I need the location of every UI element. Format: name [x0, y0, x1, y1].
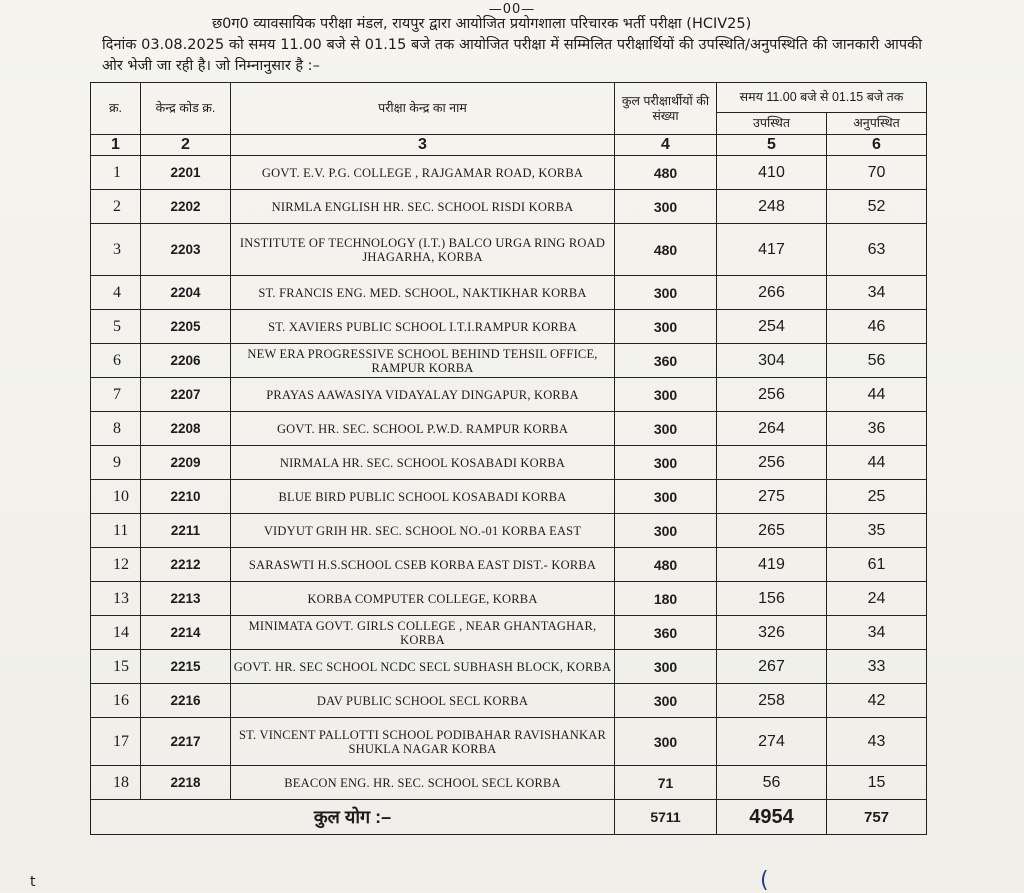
row-center-code: 2207	[141, 378, 231, 412]
row-center-code: 2209	[141, 446, 231, 480]
row-sno: 1	[91, 156, 141, 190]
table-row	[91, 582, 927, 616]
row-present: 326	[717, 616, 827, 650]
row-center-name: NEW ERA PROGRESSIVE SCHOOL BEHIND TEHSIL OFFICE, RAMPUR KORBA	[231, 344, 615, 378]
intro-line-1: छ0ग0 व्यावसायिक परीक्षा मंडल, रायपुर द्वारा आयोजित प्रयोगशाला परिचारक भर्ती परीक्षा (HCIV25)	[212, 16, 752, 32]
row-present: 275	[717, 480, 827, 514]
row-total: 300	[615, 480, 717, 514]
row-center-name: NIRMLA ENGLISH HR. SEC. SCHOOL RISDI KORBA	[231, 190, 615, 224]
row-absent: 33	[827, 650, 927, 684]
row-center-name: NIRMALA HR. SEC. SCHOOL KOSABADI KORBA	[231, 446, 615, 480]
row-absent: 63	[827, 224, 927, 276]
row-present: 258	[717, 684, 827, 718]
signature-stroke: (	[760, 868, 769, 893]
summary-present: 4954	[717, 800, 827, 835]
table-row	[91, 224, 927, 276]
row-center-code: 2206	[141, 344, 231, 378]
summary-label: कुल योग :–	[91, 800, 615, 835]
table-row	[91, 276, 927, 310]
row-center-name: ST. VINCENT PALLOTTI SCHOOL PODIBAHAR RAVISHANKAR SHUKLA NAGAR KORBA	[231, 718, 615, 766]
row-present: 248	[717, 190, 827, 224]
header-center-name: परीक्षा केन्द्र का नाम	[231, 83, 615, 135]
intro-line-2: दिनांक 03.08.2025 को समय 11.00 बजे से 01.15 बजे तक आयोजित परीक्षा में सम्मिलित परीक्षार्थियों की उपस्थिति/अनुपस्थिति की जानकारी आपकी ओर भेजी जा रही है। जो निम्नानुसार है :–	[102, 37, 922, 74]
row-absent: 42	[827, 684, 927, 718]
row-absent: 52	[827, 190, 927, 224]
row-total: 480	[615, 548, 717, 582]
row-center-code: 2216	[141, 684, 231, 718]
table-row	[91, 514, 927, 548]
header-present: उपस्थित	[717, 113, 827, 135]
row-absent: 36	[827, 412, 927, 446]
row-total: 180	[615, 582, 717, 616]
row-present: 417	[717, 224, 827, 276]
header-code: केन्द्र कोड क्र.	[141, 83, 231, 135]
summary-absent: 757	[827, 800, 927, 835]
row-center-name: MINIMATA GOVT. GIRLS COLLEGE , NEAR GHANTAGHAR, KORBA	[231, 616, 615, 650]
col-number: 4	[615, 135, 717, 156]
row-present: 264	[717, 412, 827, 446]
row-present: 304	[717, 344, 827, 378]
table-row	[91, 718, 927, 766]
row-present: 256	[717, 378, 827, 412]
row-present: 254	[717, 310, 827, 344]
row-absent: 25	[827, 480, 927, 514]
row-total: 300	[615, 276, 717, 310]
row-total: 300	[615, 412, 717, 446]
row-sno: 2	[91, 190, 141, 224]
row-total: 300	[615, 650, 717, 684]
row-absent: 15	[827, 766, 927, 800]
table-row	[91, 766, 927, 800]
row-present: 266	[717, 276, 827, 310]
row-center-code: 2212	[141, 548, 231, 582]
table-row	[91, 548, 927, 582]
row-center-code: 2201	[141, 156, 231, 190]
row-total: 360	[615, 344, 717, 378]
row-sno: 6	[91, 344, 141, 378]
table-row	[91, 344, 927, 378]
row-center-code: 2214	[141, 616, 231, 650]
row-center-name: ST. XAVIERS PUBLIC SCHOOL I.T.I.RAMPUR KORBA	[231, 310, 615, 344]
column-number-row	[91, 135, 927, 156]
summary-row	[91, 800, 927, 835]
row-sno: 7	[91, 378, 141, 412]
table-row	[91, 412, 927, 446]
col-number: 1	[91, 135, 141, 156]
row-total: 300	[615, 718, 717, 766]
col-number: 5	[717, 135, 827, 156]
row-present: 156	[717, 582, 827, 616]
row-center-code: 2213	[141, 582, 231, 616]
margin-mark: t	[30, 874, 36, 890]
row-sno: 8	[91, 412, 141, 446]
table-row	[91, 156, 927, 190]
header-sno: क्र.	[91, 83, 141, 135]
row-center-code: 2202	[141, 190, 231, 224]
row-center-code: 2205	[141, 310, 231, 344]
row-total: 480	[615, 156, 717, 190]
row-absent: 70	[827, 156, 927, 190]
row-center-code: 2217	[141, 718, 231, 766]
row-sno: 18	[91, 766, 141, 800]
row-center-name: KORBA COMPUTER COLLEGE, KORBA	[231, 582, 615, 616]
table-row	[91, 446, 927, 480]
header-time: समय 11.00 बजे से 01.15 बजे तक	[717, 83, 927, 113]
row-center-name: BEACON ENG. HR. SEC. SCHOOL SECL KORBA	[231, 766, 615, 800]
header-absent: अनुपस्थित	[827, 113, 927, 135]
row-present: 56	[717, 766, 827, 800]
row-present: 265	[717, 514, 827, 548]
row-total: 71	[615, 766, 717, 800]
col-number: 3	[231, 135, 615, 156]
row-absent: 24	[827, 582, 927, 616]
col-number: 6	[827, 135, 927, 156]
header-dash: —00—	[488, 2, 536, 17]
row-absent: 35	[827, 514, 927, 548]
table-row	[91, 378, 927, 412]
row-sno: 17	[91, 718, 141, 766]
row-present: 274	[717, 718, 827, 766]
header-total: कुल परीक्षार्थीयों की संख्या	[615, 83, 717, 135]
row-sno: 16	[91, 684, 141, 718]
row-sno: 10	[91, 480, 141, 514]
row-absent: 44	[827, 378, 927, 412]
row-sno: 4	[91, 276, 141, 310]
attendance-table	[90, 82, 927, 835]
row-sno: 14	[91, 616, 141, 650]
row-absent: 34	[827, 276, 927, 310]
col-number: 2	[141, 135, 231, 156]
row-absent: 56	[827, 344, 927, 378]
table-row	[91, 310, 927, 344]
row-absent: 46	[827, 310, 927, 344]
row-center-name: GOVT. HR. SEC. SCHOOL P.W.D. RAMPUR KORBA	[231, 412, 615, 446]
row-sno: 15	[91, 650, 141, 684]
row-sno: 11	[91, 514, 141, 548]
row-present: 267	[717, 650, 827, 684]
row-total: 300	[615, 514, 717, 548]
row-present: 410	[717, 156, 827, 190]
row-center-name: SARASWTI H.S.SCHOOL CSEB KORBA EAST DIST.- KORBA	[231, 548, 615, 582]
row-total: 300	[615, 378, 717, 412]
table-row	[91, 650, 927, 684]
row-center-code: 2218	[141, 766, 231, 800]
row-absent: 61	[827, 548, 927, 582]
row-center-name: GOVT. HR. SEC SCHOOL NCDC SECL SUBHASH BLOCK, KORBA	[231, 650, 615, 684]
row-total: 480	[615, 224, 717, 276]
row-center-name: DAV PUBLIC SCHOOL SECL KORBA	[231, 684, 615, 718]
row-present: 256	[717, 446, 827, 480]
row-center-code: 2211	[141, 514, 231, 548]
row-sno: 3	[91, 224, 141, 276]
summary-total: 5711	[615, 800, 717, 835]
table-row	[91, 480, 927, 514]
row-absent: 43	[827, 718, 927, 766]
row-center-name: ST. FRANCIS ENG. MED. SCHOOL, NAKTIKHAR KORBA	[231, 276, 615, 310]
row-total: 300	[615, 310, 717, 344]
row-sno: 9	[91, 446, 141, 480]
row-total: 300	[615, 190, 717, 224]
row-sno: 13	[91, 582, 141, 616]
row-center-name: INSTITUTE OF TECHNOLOGY (I.T.) BALCO URGA RING ROAD JHAGARHA, KORBA	[231, 224, 615, 276]
table-row	[91, 190, 927, 224]
row-total: 300	[615, 684, 717, 718]
row-sno: 12	[91, 548, 141, 582]
row-center-code: 2203	[141, 224, 231, 276]
row-center-code: 2204	[141, 276, 231, 310]
row-center-code: 2208	[141, 412, 231, 446]
table-row	[91, 684, 927, 718]
row-center-name: VIDYUT GRIH HR. SEC. SCHOOL NO.-01 KORBA EAST	[231, 514, 615, 548]
row-absent: 34	[827, 616, 927, 650]
row-center-name: GOVT. E.V. P.G. COLLEGE , RAJGAMAR ROAD, KORBA	[231, 156, 615, 190]
row-absent: 44	[827, 446, 927, 480]
row-total: 360	[615, 616, 717, 650]
table-row	[91, 616, 927, 650]
row-center-name: PRAYAS AAWASIYA VIDAYALAY DINGAPUR, KORBA	[231, 378, 615, 412]
row-center-name: BLUE BIRD PUBLIC SCHOOL KOSABADI KORBA	[231, 480, 615, 514]
row-center-code: 2210	[141, 480, 231, 514]
intro-paragraph	[102, 14, 922, 77]
row-center-code: 2215	[141, 650, 231, 684]
row-present: 419	[717, 548, 827, 582]
row-total: 300	[615, 446, 717, 480]
row-sno: 5	[91, 310, 141, 344]
